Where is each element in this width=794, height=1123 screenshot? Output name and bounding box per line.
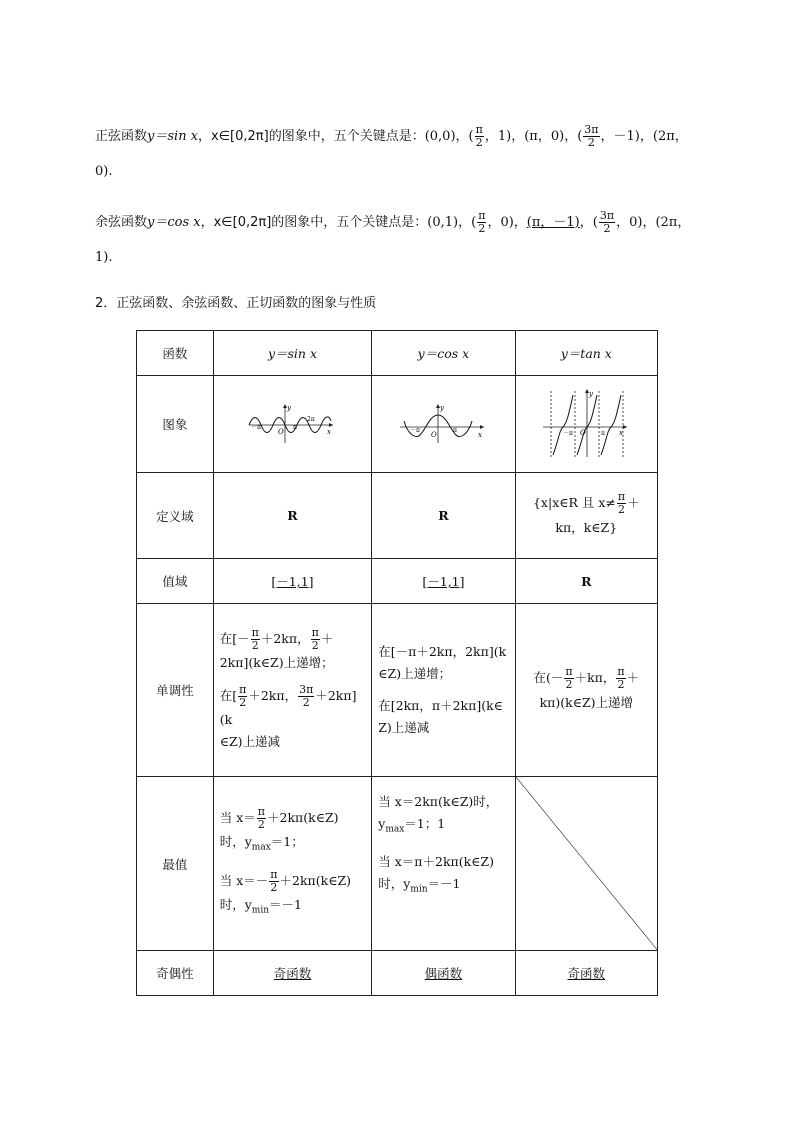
cos-domain: ，x∈[0,2π]的图象中，五个关键点是： (200, 215, 428, 230)
cos-point-2-close: ，0) (487, 215, 514, 230)
t: min (251, 905, 270, 915)
t: min (410, 884, 428, 894)
t: 当 x＝2kπ(k∈Z)时， (378, 794, 499, 809)
sin-prefix: 正弦函数 (95, 129, 148, 144)
sin-monotonicity-cell (213, 604, 372, 777)
sep: ， (513, 215, 527, 230)
sin-point-2-frac (475, 124, 484, 149)
table-header-row (137, 331, 658, 376)
cos-graph-cell (372, 376, 515, 473)
t: ＝1；1 (404, 816, 446, 831)
sin-neg-pi-label: －π (251, 423, 262, 431)
tan-branch (553, 395, 573, 455)
frac-num: 3π (599, 209, 615, 222)
frac (251, 627, 260, 652)
sep: ， (455, 129, 469, 144)
cos-domain-cell: R (372, 473, 515, 559)
t: 在(－ (533, 669, 564, 685)
graph-label-cell: 图象 (137, 376, 214, 473)
t: ＋2kπ(k∈Z) (279, 872, 352, 888)
cos-point-5-start: (2π， (655, 215, 691, 230)
cos-point-4-frac (599, 210, 615, 235)
tan-graph (541, 387, 631, 459)
sep: ， (511, 129, 525, 144)
cos-point-3: (π，－1) (526, 215, 580, 230)
cos-point-1: (0,1) (427, 215, 459, 230)
t: 2kπ](k∈Z)上递增； (219, 655, 334, 670)
header-cos-cell (372, 331, 515, 376)
cos-point-4-close: ，0) (616, 215, 643, 230)
section-title: 2．正弦函数、余弦函数、正切函数的图象与性质 (95, 296, 377, 311)
sin-max (220, 806, 366, 859)
sin-range-cell (213, 559, 372, 604)
frac-num: π (565, 664, 573, 678)
sin-decreasing (220, 684, 366, 753)
tan-parity-cell (515, 951, 657, 996)
cos-y-label: y (440, 403, 445, 412)
cos-graph (398, 401, 488, 445)
frac-den: 2 (565, 677, 573, 691)
sin-point-5-start: (2π， (652, 129, 688, 144)
sin-graph-cell (213, 376, 372, 473)
header-cos: y＝cos x (417, 346, 470, 361)
sin-x-label: x (327, 427, 332, 436)
sin-two-pi-label: 2π (307, 415, 316, 423)
sin-point-3: (π，0) (524, 129, 565, 144)
header-tan-cell (515, 331, 657, 376)
cos-keypoints-line (95, 210, 690, 235)
tan-y-label: y (589, 389, 594, 398)
cos-point-2-frac (477, 210, 486, 235)
cos-min (378, 851, 508, 901)
sin-func: y＝sin x (147, 129, 199, 144)
graph-row (137, 376, 658, 473)
frac-num: 3π (584, 123, 599, 136)
t: kπ)(k∈Z)上递增 (539, 694, 634, 710)
tan-monotonicity-cell (515, 604, 657, 777)
tan-branch (601, 395, 624, 455)
cos-x-label: x (478, 430, 483, 439)
sin-point-1: (0,0) (424, 129, 456, 144)
t: max (251, 842, 271, 853)
frac-den: 2 (302, 696, 310, 709)
cos-increasing (378, 641, 508, 685)
cos-point-2-open: ( (471, 215, 477, 230)
domain-label-cell: 定义域 (137, 473, 214, 559)
tan-range-cell: R (515, 559, 657, 604)
cos-prefix: 余弦函数 (95, 215, 148, 230)
domain-row (137, 473, 658, 559)
t: ∈Z)上递减 (219, 734, 281, 749)
cos-x-arrow (480, 425, 484, 429)
sin-origin-label: O (278, 427, 285, 436)
frac-den: 2 (478, 222, 486, 235)
sin-keypoints-line (95, 124, 688, 149)
trig-properties-table (136, 330, 658, 996)
frac-den: 2 (257, 818, 265, 831)
sin-pi-label: π (293, 423, 298, 431)
frac (311, 627, 320, 652)
frac-den: 2 (251, 639, 259, 652)
monotonicity-row (137, 604, 658, 777)
t: 在[ (219, 688, 238, 703)
tan-pi-label: π (601, 429, 606, 437)
parity-row (137, 951, 658, 996)
sep: ， (564, 129, 578, 144)
sep: ， (579, 215, 593, 230)
frac-den: 2 (475, 136, 483, 149)
tan-domain-b: ＋ (627, 495, 640, 510)
sin-graph (247, 401, 337, 445)
t: 时，y (219, 834, 252, 849)
t: 在[2kπ，π＋2kπ](k∈ (378, 698, 503, 713)
frac-num: π (257, 805, 265, 818)
t: ∈Z)上递增； (378, 666, 452, 681)
frac-num: π (311, 626, 319, 639)
diagonal-line (516, 777, 657, 950)
tan-graph-cell (515, 376, 657, 473)
sin-point-2-close: ，1) (484, 129, 512, 144)
sin-range: [－1,1] (271, 574, 314, 589)
tan-domain-frac (617, 491, 626, 516)
sin-keypoints-line-2 (95, 162, 112, 182)
sin-point-5-end: 0). (95, 164, 113, 179)
t: ＝－1 (427, 875, 461, 891)
t: 当 x＝ (219, 810, 256, 825)
tan-x-arrow (623, 425, 627, 429)
cos-point-4-open: ( (592, 215, 598, 230)
t: 时，y (378, 875, 411, 891)
sin-domain: ，x∈[0,2π]的图象中，五个关键点是： (198, 129, 425, 144)
tan-domain-c: kπ，k∈Z} (555, 520, 618, 535)
t: 当 x＝－ (219, 872, 269, 888)
sin-point-2-open: ( (468, 129, 474, 144)
frac-den: 2 (617, 677, 625, 691)
frac-den: 2 (311, 639, 319, 652)
sep: ， (642, 215, 656, 230)
t: y (378, 816, 386, 831)
frac-den: 2 (587, 136, 595, 149)
header-sin: y＝sin x (267, 346, 318, 361)
cos-range: [－1,1] (422, 574, 465, 589)
sin-point-4-close: ，－1) (600, 129, 640, 144)
tan-neg-pi-label: －π (563, 429, 574, 437)
cos-max (378, 791, 508, 841)
sin-increasing (220, 627, 366, 674)
frac-num: π (478, 209, 486, 222)
frac-den: 2 (239, 696, 247, 709)
tan-parity: 奇函数 (567, 966, 606, 981)
sin-y-label: y (287, 403, 292, 412)
frac (298, 684, 314, 709)
header-sin-cell (213, 331, 372, 376)
header-tan: y＝tan x (560, 346, 612, 361)
frac-num: π (270, 867, 278, 881)
frac (616, 666, 625, 691)
cos-keypoints-line-2 (95, 248, 112, 268)
sep: ， (458, 215, 472, 230)
tan-origin-label: O (580, 428, 587, 437)
t: ＋ (626, 669, 640, 685)
frac (564, 666, 573, 691)
frac-num: π (617, 490, 626, 503)
sin-extreme-cell (213, 777, 372, 951)
cos-range-cell (372, 559, 515, 604)
cos-extreme-cell (372, 777, 515, 951)
frac-num: π (239, 683, 247, 696)
t: Z)上递减 (378, 720, 430, 735)
sin-min (220, 869, 366, 922)
range-row (137, 559, 658, 604)
frac-num: 3π (299, 683, 314, 696)
cos-parity: 偶函数 (424, 966, 463, 981)
frac (257, 806, 266, 831)
extreme-row (137, 777, 658, 951)
frac (269, 869, 278, 894)
t: ＝－1 (269, 896, 302, 912)
frac-num: π (617, 664, 625, 678)
monotonicity-label-cell: 单调性 (137, 604, 214, 777)
parity-label-cell: 奇偶性 (137, 951, 214, 996)
range-label-cell: 值域 (137, 559, 214, 604)
cos-point-5-end: 1). (95, 250, 113, 265)
sin-parity: 奇函数 (273, 966, 312, 981)
tan-domain-a: {x|x∈R 且 x≠ (532, 495, 616, 510)
frac-num: π (475, 123, 483, 136)
frac-den: 2 (270, 880, 278, 894)
tan-x-label: x (619, 428, 624, 437)
t: ＝1； (270, 834, 304, 849)
cos-origin-label: O (431, 430, 438, 439)
frac-den: 2 (603, 222, 611, 235)
tan-domain-cell (515, 473, 657, 559)
t: ＋ (320, 631, 334, 646)
sin-point-4-frac (583, 124, 599, 149)
cos-monotonicity-cell (372, 604, 515, 777)
sin-point-4-open: ( (577, 129, 583, 144)
diagonal-stroke (516, 777, 657, 950)
frac-den: 2 (618, 503, 625, 516)
cos-parity-cell (372, 951, 515, 996)
t: max (385, 824, 405, 835)
frac-num: π (251, 626, 259, 639)
tan-extreme-cell-empty (515, 777, 657, 951)
cos-pi-label: π (453, 426, 458, 434)
frac (238, 684, 247, 709)
t: ＋kπ， (574, 669, 616, 685)
sin-x-arrow (329, 423, 333, 427)
t: ＋2kπ](k (219, 688, 357, 727)
t: 当 x＝π＋2kπ(k∈Z) (378, 853, 494, 869)
sin-domain-cell: R (213, 473, 372, 559)
sep: ， (639, 129, 653, 144)
header-label-cell: 函数 (137, 331, 214, 376)
t: ＋2kπ(k∈Z) (267, 810, 339, 825)
t: ＋2kπ， (260, 631, 310, 646)
sin-parity-cell (213, 951, 372, 996)
extreme-label-cell: 最值 (137, 777, 214, 951)
cos-neg-pi-label: －π (410, 426, 421, 434)
t: 时，y (219, 896, 252, 912)
cos-decreasing (378, 695, 508, 739)
t: 在[－ (219, 631, 250, 646)
t: ＋2kπ， (248, 688, 298, 703)
t: 在[－π＋2kπ，2kπ](k (378, 644, 507, 659)
cos-func: y＝cos x (147, 215, 201, 230)
